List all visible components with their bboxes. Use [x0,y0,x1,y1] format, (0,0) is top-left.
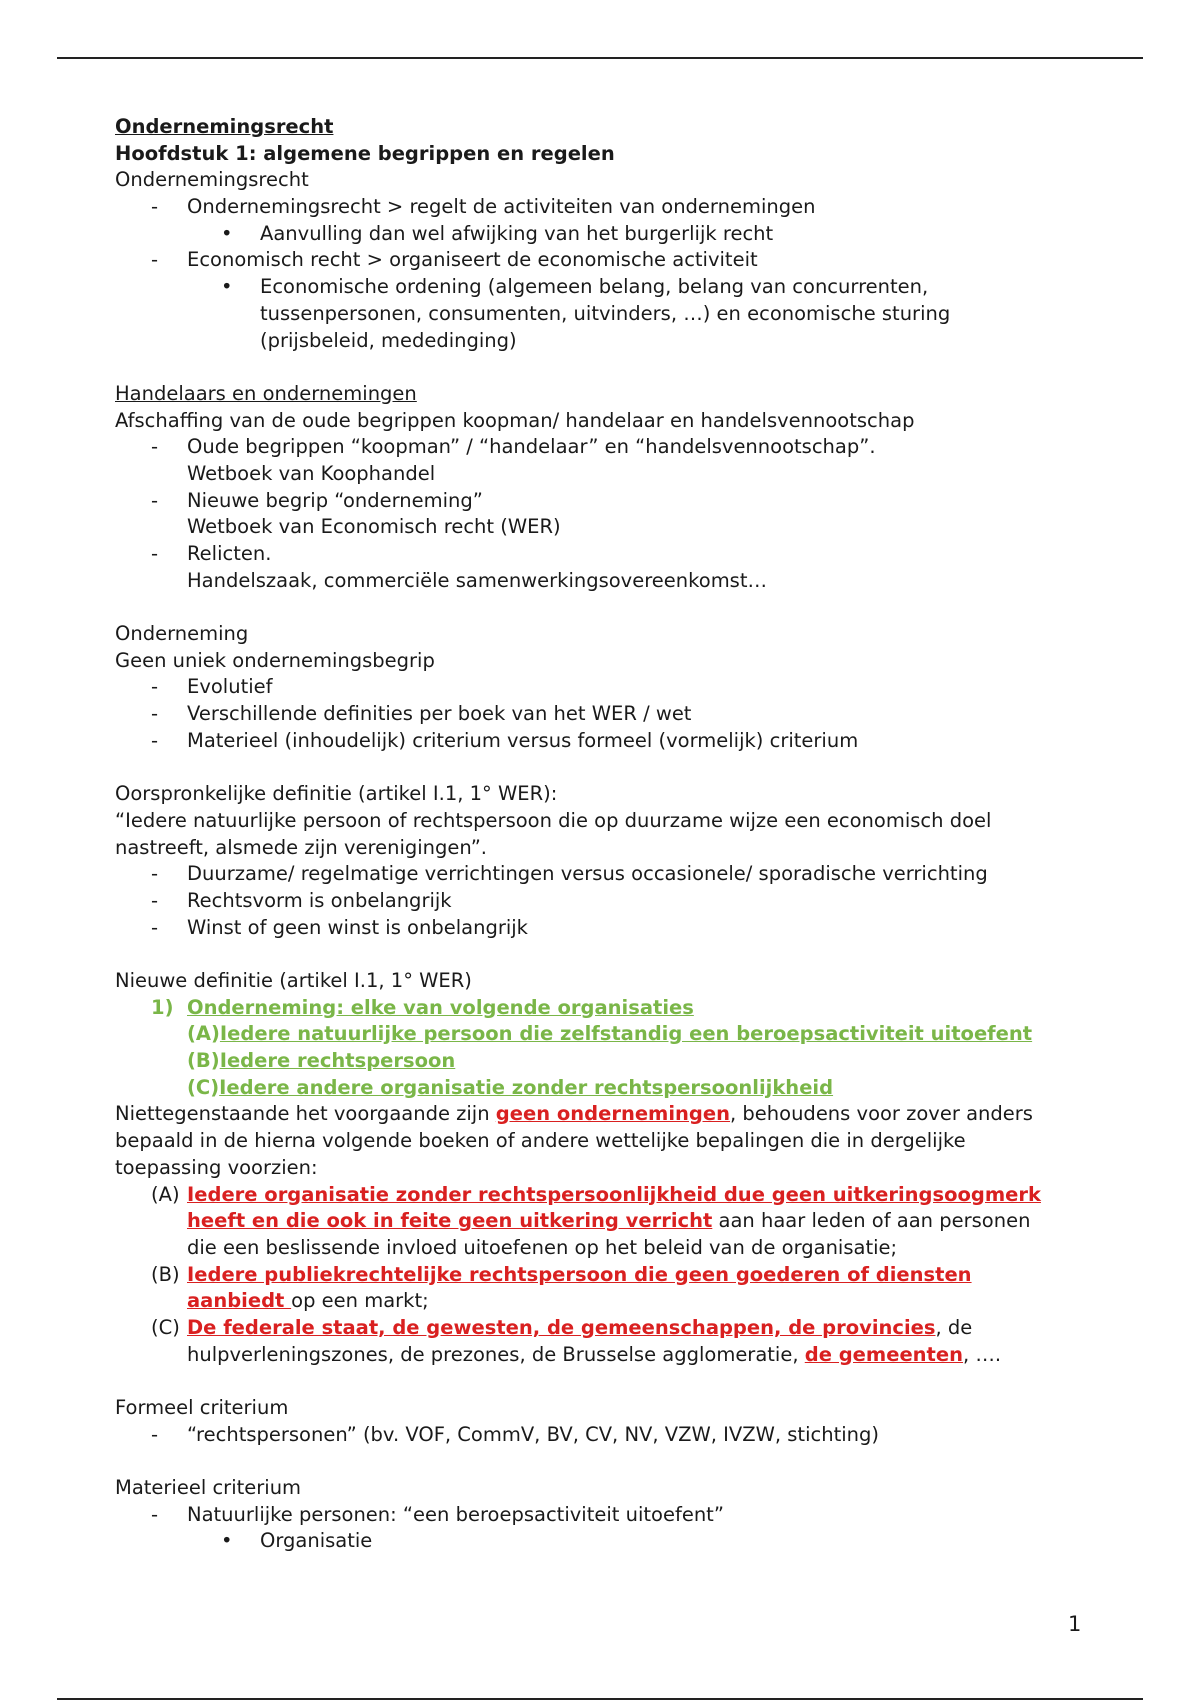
list-item: - Economisch recht > organiseert de economische activiteit [115,247,1125,274]
list-item: - Relicten. [115,541,1125,568]
section-heading-handelaars: Handelaars en ondernemingen [115,381,417,405]
list-item: - Nieuwe begrip “onderneming” [115,488,1125,515]
document-body [115,114,1125,1555]
lettered-item: (B) Iedere publiekrechtelijke rechtspersoon die geen goederen of diensten [115,1262,1125,1289]
letter-marker: (B) [187,1049,220,1073]
paragraph-line: bepaald in de hierna volgende boeken of andere wettelijke bepalingen die in dergelijke [115,1129,966,1153]
header-rule [57,57,1143,59]
section-heading-formeel: Formeel criterium [115,1396,289,1419]
chapter-heading: Hoofdstuk 1: algemene begrippen en regelen [115,141,615,165]
list-item: - Evolutief [115,674,1125,701]
numbered-item: 1) Onderneming: elke van volgende organisaties [115,995,1125,1022]
section-heading-onderneming: Onderneming [115,622,249,646]
letter-marker: (C) [187,1075,220,1099]
list-item: - Ondernemingsrecht > regelt de activiteiten van ondernemingen [115,194,1125,221]
paragraph-line: toepassing voorzien: [115,1155,318,1179]
letter-marker: (B) [151,1262,180,1286]
dash-marker: - [151,195,159,219]
section-heading-materieel: Materieel criterium [115,1476,302,1500]
letter-marker: (C) [151,1315,180,1339]
bullet-marker: • [221,1529,233,1553]
dash-marker: - [151,488,159,512]
number-marker: 1) [151,995,174,1019]
dash-marker: - [151,702,159,726]
list-item: - Rechtsvorm is onbelangrijk [115,888,1125,915]
section-heading-nieuwe: Nieuwe definitie (artikel I.1, 1° WER) [115,969,472,992]
dash-marker: - [151,1502,159,1526]
dash-marker: - [151,542,159,565]
paragraph-line: Niettegenstaande het voorgaande zijn geen ondernemingen, behoudens voor zover anders [115,1102,1033,1126]
lettered-item: (B)Iedere rechtspersoon [187,1049,456,1073]
bullet-marker: • [221,221,233,245]
dash-marker: - [151,675,159,699]
section-heading-ondernemingsrecht: Ondernemingsrecht [115,168,309,192]
lettered-item: (C)Iedere andere organisatie zonder rechtspersoonlijkheid [187,1075,834,1099]
page-number: 1 [1068,1612,1082,1636]
list-item-continuation: Handelszaak, commerciële samenwerkingsovereenkomst… [187,568,767,592]
dash-marker: - [151,728,159,752]
list-item-continuation: Wetboek van Koophandel [187,461,436,485]
quote-line: nastreeft, alsmede zijn verenigingen”. [115,835,488,859]
list-item: - Materieel (inhoudelijk) criterium versus formeel (vormelijk) criterium [115,728,1125,755]
list-item: • Aanvulling dan wel afwijking van het burgerlijk recht [115,221,1125,248]
lettered-item: (A) Iedere organisatie zonder rechtspersoonlijkheid due geen uitkeringsoogmerk [115,1182,1125,1209]
list-item-continuation: Wetboek van Economisch recht (WER) [187,515,561,539]
list-item-continuation: (prijsbeleid, mededinging) [260,328,517,352]
lettered-item: (C) De federale staat, de gewesten, de gemeenschappen, de provincies, de [115,1315,1125,1342]
list-item: - Verschillende definities per boek van het WER / wet [115,701,1125,728]
quote-line: “Iedere natuurlijke persoon of rechtspersoon die op duurzame wijze een economisch doel [115,808,992,832]
lettered-item-continuation: aanbiedt op een markt; [187,1289,429,1313]
list-item-continuation: tussenpersonen, consumenten, uitvinders, …) en economische sturing [260,301,951,325]
list-item: • Organisatie [115,1528,1125,1555]
list-item: - Duurzame/ regelmatige verrichtingen versus occasionele/ sporadische verrichting [115,861,1125,888]
dash-marker: - [151,435,159,459]
list-item: - Natuurlijke personen: “een beroepsactiviteit uitoefent” [115,1502,1125,1529]
lettered-item: (A)Iedere natuurlijke persoon die zelfstandig een beroepsactiviteit uitoefent [187,1022,1033,1046]
dash-marker: - [151,888,159,912]
lettered-item-continuation: die een beslissende invloed uitoefenen op het beleid van de organisatie; [187,1235,898,1259]
dash-marker: - [151,1422,159,1446]
letter-marker: (A) [187,1022,220,1046]
list-item: • Economische ordening (algemeen belang, belang van concurrenten, [115,274,1125,301]
dash-marker: - [151,915,159,939]
letter-marker: (A) [151,1182,180,1206]
dash-marker: - [151,862,159,886]
lettered-item-continuation: heeft en die ook in feite geen uitkering verricht aan haar leden of aan personen [187,1209,1031,1233]
dash-marker: - [151,248,159,272]
document-title: Ondernemingsrecht [115,115,334,138]
bullet-marker: • [221,275,233,299]
section-heading-oorspronkelijke: Oorspronkelijke definitie (artikel I.1, 1° WER): [115,782,558,806]
lettered-item-continuation: hulpverleningszones, de prezones, de Brusselse agglomeratie, de gemeenten, …. [187,1342,1002,1366]
list-item: - Oude begrippen “koopman” / “handelaar” en “handelsvennootschap”. [115,434,1125,461]
list-item: - “rechtspersonen” (bv. VOF, CommV, BV, CV, NV, VZW, IVZW, stichting) [115,1422,1125,1449]
paragraph: Afschaffing van de oude begrippen koopman/ handelaar en handelsvennootschap [115,408,915,432]
list-item: - Winst of geen winst is onbelangrijk [115,915,1125,942]
paragraph: Geen uniek ondernemingsbegrip [115,648,435,672]
